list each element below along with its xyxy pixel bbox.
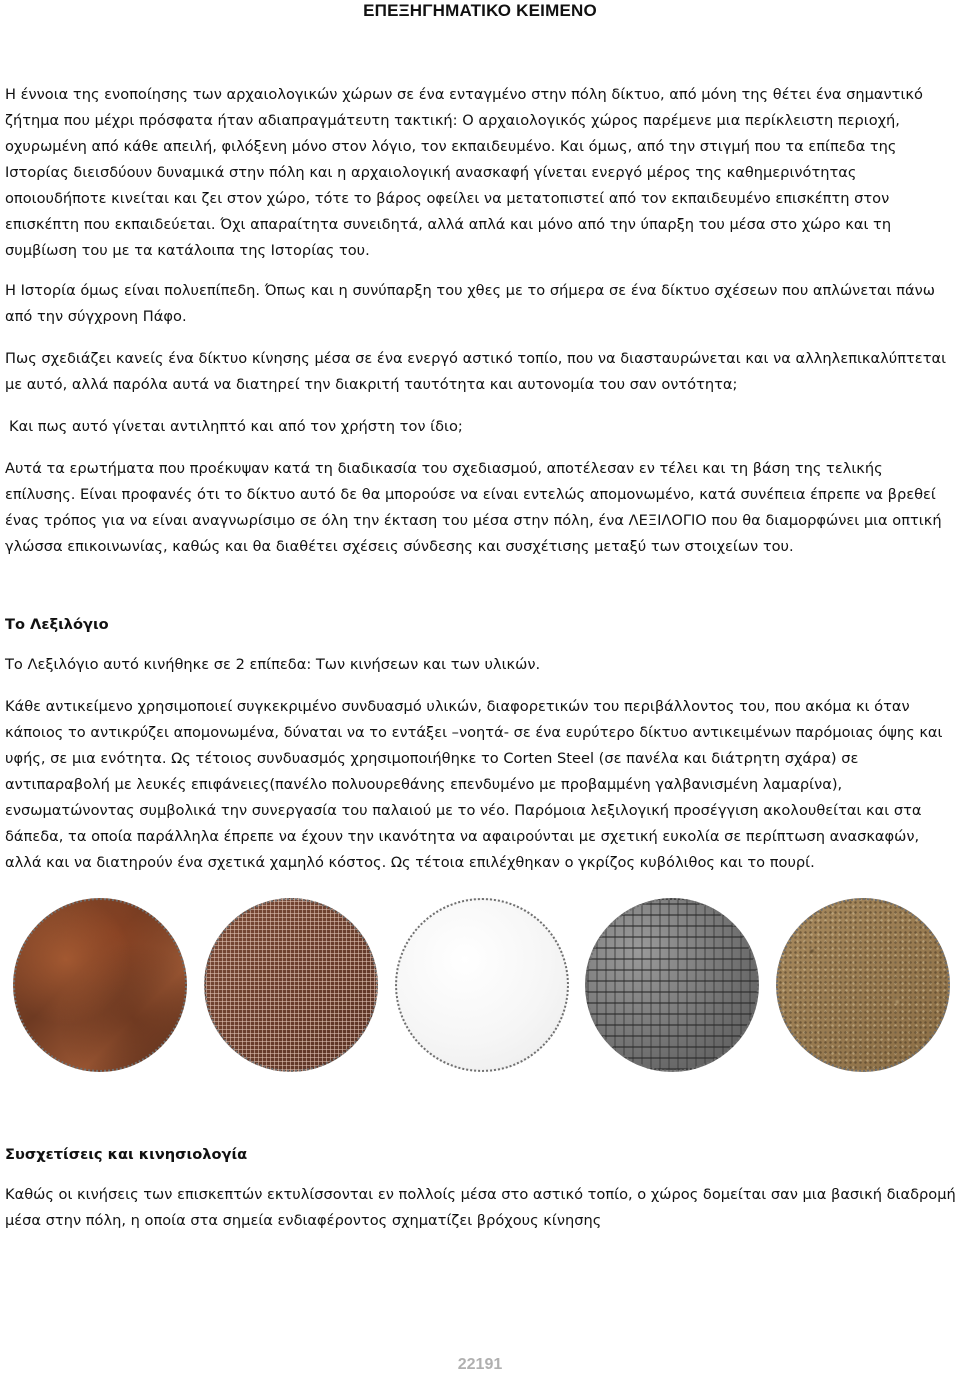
paragraph-lexilogio-materials: Κάθε αντικείμενο χρησιμοποιεί συγκεκριμένο συνδυασμό υλικών, διαφορετικών του περιβάλλοντος του, που ακόμα κι όταν κάποιος το αντικρύζει απομονωμένα, δύναται να το εντάξει –νοητά- σε ένα ευρύτερο δίκτυο αντικειμένων παρόμοιας όψης και υφής, σε μια ενότητα. Ως τέτοιος συνδυασμός χρησιμοποιήθηκε το Corten Steel (σε πανέλα και διάτρητη σχάρα) σε αντιπαραβολή με λευκές επιφάνειες(πανέλο πολυουρεθάνης επενδυμένο με προβαμμένη γαλβανισμένη λαμαρίνα), ενσωματώνοντας συμβολικά την συνεργασία του παλαιού με το νέο. Παρόμοια λεξιλογική προσέγγιση ακολουθείται και στα δάπεδα, τα οποία παράλληλα έπρεπε να έχουν την ικανότητα να αφαιρούνται με σχετική ευκολία σε περίπτωση ανασκαφών, αλλά και να διατηρούν ένα σχετικά χαμηλό κόστος. Ως τέτοια επιλέχθηκαν ο γκρίζος κυβόλιθος και το πουρί.	[5, 698, 943, 871]
heading-lexilogio: Το Λεξιλόγιο	[5, 616, 109, 633]
corten-steel-panel-swatch	[13, 898, 187, 1072]
pouri-stone-swatch	[776, 898, 950, 1072]
paragraph-resolution: Αυτά τα ερωτήματα που προέκυψαν κατά τη διαδικασία του σχεδιασμού, αποτέλεσαν εν τέλει και τη βάση της τελικής επίλυσης. Είναι προφανές ότι το δίκτυο αυτό δε θα μπορούσε να είναι εντελώς απομονωμένο, κατά συνέπεια έπρεπε να βρεθεί ένας τρόπος για να είναι αναγνωρίσιμο σε όλη την έκταση του μέσα στην πόλη, ένα ΛΕΞΙΛΟΓΙΟ που θα διαμορφώνει μια οπτική γλώσσα επικοινωνίας, καθώς και θα διαθέτει σχέσεις σύνδεσης και συσχέτισης μεταξύ των στοιχείων του.	[5, 460, 942, 555]
paragraph-history: Η Ιστορία όμως είναι πολυεπίπεδη. Όπως και η συνύπαρξη του χθες με το σήμερα σε ένα δίκτυο σχέσεων που απλώνεται πάνω από την σύγχρονη Πάφο.	[5, 282, 935, 325]
document-body	[5, 82, 957, 1234]
paragraph-lexilogio-levels: Το Λεξιλόγιο αυτό κινήθηκε σε 2 επίπεδα: Των κινήσεων και των υλικών.	[5, 656, 541, 673]
paragraph-syschetiseis: Καθώς οι κινήσεις των επισκεπτών εκτυλίσσονται εν πολλοίς μέσα στο αστικό τοπίο, ο χώρος δομείται σαν μια βασική διαδρομή μέσα στην πόλη, η οποία στα σημεία ενδιαφέροντος σχηματίζει βρόχους κίνησης	[5, 1186, 956, 1229]
corten-steel-grille-swatch	[204, 898, 378, 1072]
paragraph-user-question: Και πως αυτό γίνεται αντιληπτό και από τον χρήστη τον ίδιο;	[9, 418, 463, 435]
heading-syschetiseis: Συσχετίσεις και κινησιολογία	[5, 1146, 248, 1163]
grey-cobblestone-swatch	[585, 898, 759, 1072]
white-panel-swatch	[395, 898, 569, 1072]
page-number: 22191	[457, 1356, 503, 1373]
page-title: ΕΠΕΞΗΓΗΜΑΤΙΚΟ ΚΕΙΜΕΝΟ	[363, 1, 597, 20]
material-swatches	[5, 898, 957, 1082]
paragraph-intro: Η έννοια της ενοποίησης των αρχαιολογικών χώρων σε ένα ενταγμένο στην πόλη δίκτυο, από μόνη της θέτει ένα σημαντικό ζήτημα που μέχρι πρόσφατα ήταν αδιαπραγμάτευτη τακτική: Ο αρχαιολογικός χώρος παρέμενε μια περίκλειστη περιοχή, οχυρωμένη από κάθε απειλή, φιλόξενη μόνο στον λόγιο, τον εκπαιδευμένο. Και όμως, από την στιγμή που τα επίπεδα της Ιστορίας διεισδύουν δυναμικά στην πόλη και η αρχαιολογική ανασκαφή γίνεται ενεργό μέρος της καθημερινότητας οποιουδήποτε κινείται και ζει στον χώρο, τότε το βάρος οφείλει να μετατοπιστεί από τον εκπαιδευμένο επισκέπτη στον επισκέπτη που εκπαιδεύεται. Όχι απαραίτητα συνειδητά, αλλά απλά και μόνο από την ύπαρξη του μέσα στο χώρο και τη συμβίωση του με τα κατάλοιπα της Ιστορίας του.	[5, 86, 923, 259]
paragraph-network-question: Πως σχεδιάζει κανείς ένα δίκτυο κίνησης μέσα σε ένα ενεργό αστικό τοπίο, που να διασταυρώνεται και να αλληλεπικαλύπτεται με αυτό, αλλά παρόλα αυτά να διατηρεί την διακριτή ταυτότητα και αυτονομία του σαν οντότητα;	[5, 350, 947, 393]
